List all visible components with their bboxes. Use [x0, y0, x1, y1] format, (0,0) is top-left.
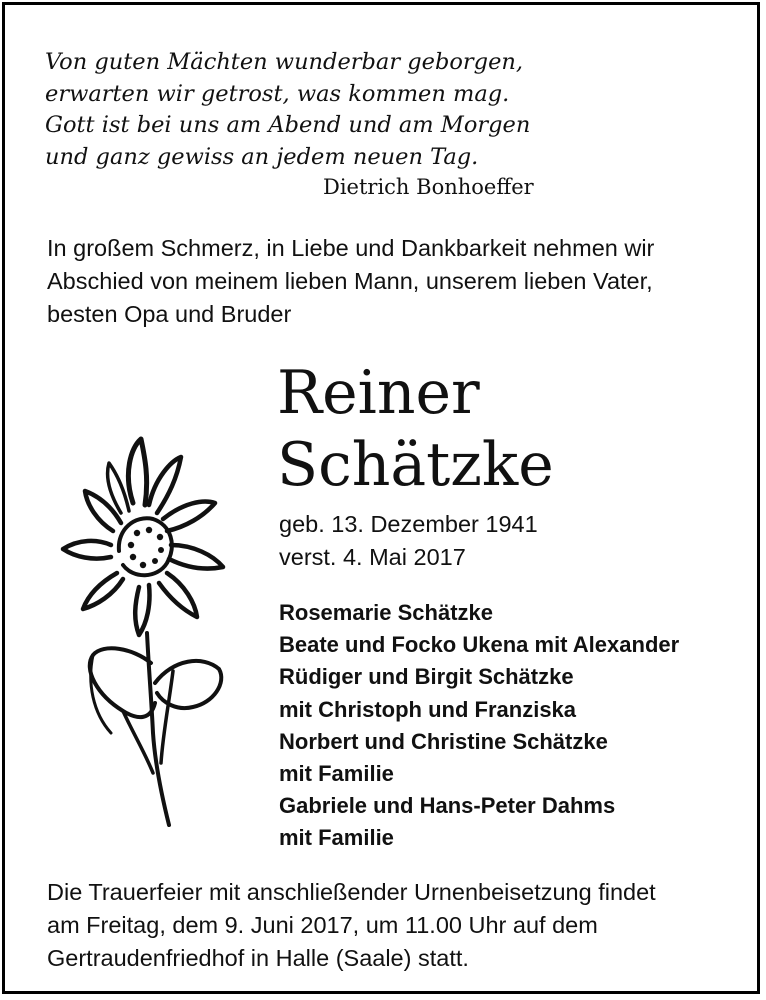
intro-line: In großem Schmerz, in Liebe und Dankbarkeit nehmen wir	[47, 235, 655, 261]
sunflower-icon	[53, 433, 233, 833]
quote-line: Gott ist bei uns am Abend und am Morgen	[45, 112, 531, 138]
family-member: Rüdiger und Birgit Schätzke	[279, 664, 574, 690]
family-member: mit Familie	[279, 761, 394, 787]
obituary-frame	[2, 2, 760, 994]
family-member: Beate und Focko Ukena mit Alexander	[279, 632, 680, 658]
funeral-info	[47, 876, 747, 975]
death-date: verst. 4. Mai 2017	[279, 544, 466, 570]
deceased-first-name: Reiner	[277, 358, 480, 428]
family-member: mit Christoph und Franziska	[279, 696, 577, 722]
life-dates	[279, 508, 538, 574]
quote-line: und ganz gewiss an jedem neuen Tag.	[45, 143, 479, 170]
intro-line: besten Opa und Bruder	[47, 301, 292, 327]
quote-block	[45, 47, 605, 173]
quote-line: erwarten wir getrost, was kommen mag.	[45, 80, 510, 107]
deceased-name	[277, 357, 554, 501]
quote-line: Von guten Mächten wunderbar geborgen,	[45, 49, 524, 75]
funeral-line: Die Trauerfeier mit anschließender Urnenbeisetzung findet	[47, 879, 656, 905]
family-list	[279, 597, 679, 855]
family-member: Gabriele und Hans-Peter Dahms	[279, 793, 616, 819]
intro-text	[47, 232, 747, 331]
quote-author: Dietrich Bonhoeffer	[323, 175, 534, 199]
funeral-line: am Freitag, dem 9. Juni 2017, um 11.00 Uhr auf dem	[47, 912, 598, 938]
birth-date: geb. 13. Dezember 1941	[279, 511, 538, 537]
family-member: Norbert und Christine Schätzke	[279, 728, 608, 754]
family-member: Rosemarie Schätzke	[279, 600, 493, 625]
intro-line: Abschied von meinem lieben Mann, unserem lieben Vater,	[47, 268, 653, 294]
funeral-line: Gertraudenfriedhof in Halle (Saale) statt.	[47, 945, 469, 971]
deceased-last-name: Schätzke	[277, 430, 554, 500]
family-member: mit Familie	[279, 825, 394, 851]
